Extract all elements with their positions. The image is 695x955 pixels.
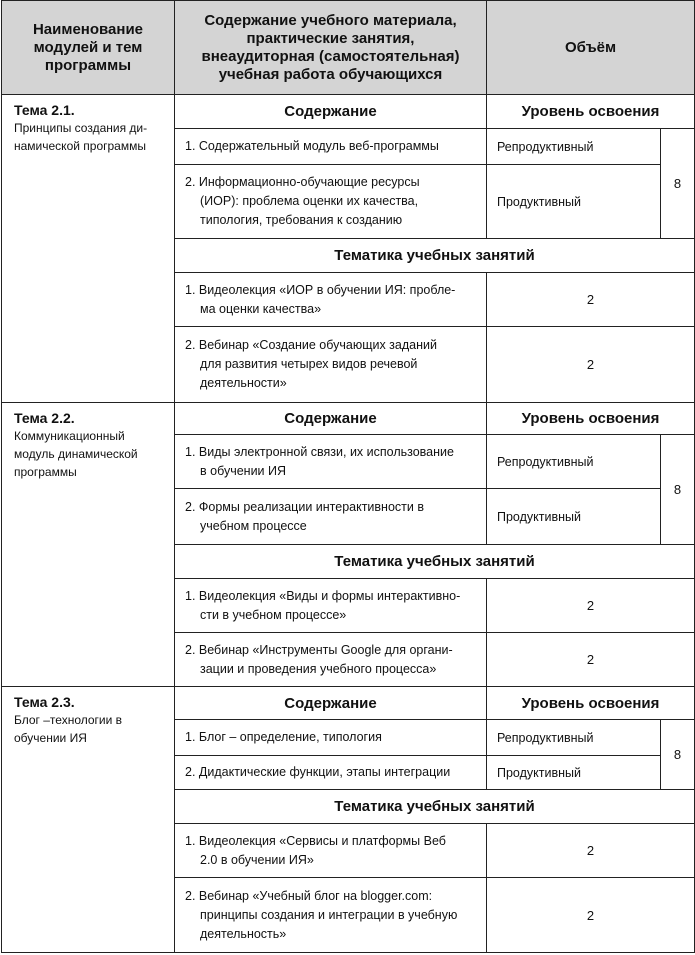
- header-row: [2, 1, 695, 95]
- session-item: 2. Вебинар «Создание обучающих заданий для развития четырех видов речевой деятельности»: [175, 327, 487, 403]
- session-item: 2. Вебинар «Инструменты Google для органи- зации и проведения учебного процесса»: [175, 633, 487, 687]
- content-item: 1. Блог – определение, типология: [175, 720, 487, 756]
- session-hours: 2: [487, 273, 695, 327]
- content-item: 2. Дидактические функции, этапы интеграции: [175, 756, 487, 790]
- topic-title: Тема 2.3.: [14, 694, 75, 710]
- topic-description: Блог –технологии в обучении ИЯ: [14, 713, 123, 745]
- level-label: Уровень освоения: [487, 687, 695, 720]
- session-item: 2. Вебинар «Учебный блог на blogger.com: принципы создания и интеграции в учебную деятельность»: [175, 878, 487, 953]
- mastery-level: Репродуктивный: [487, 720, 661, 756]
- session-hours: 2: [487, 878, 695, 953]
- mastery-level: Продуктивный: [487, 489, 661, 545]
- topic-title: Тема 2.1.: [14, 102, 75, 118]
- mastery-level: Продуктивный: [487, 165, 661, 239]
- mastery-level: Продуктивный: [487, 756, 661, 790]
- session-hours: 2: [487, 579, 695, 633]
- content-label: Содержание: [175, 687, 487, 720]
- level-label: Уровень освоения: [487, 403, 695, 435]
- topic-content-header-row: [2, 687, 695, 720]
- sessions-label: Тематика учебных занятий: [175, 545, 695, 579]
- topic-cell: [2, 687, 175, 953]
- topic-content-header-row: [2, 403, 695, 435]
- mastery-level: Репродуктивный: [487, 129, 661, 165]
- session-hours: 2: [487, 633, 695, 687]
- content-label: Содержание: [175, 403, 487, 435]
- content-hours: 8: [661, 720, 695, 790]
- content-label: Содержание: [175, 95, 487, 129]
- session-item: 1. Видеолекция «ИОР в обучении ИЯ: пробле- ма оценки качества»: [175, 273, 487, 327]
- header-volume: Объём: [487, 1, 695, 95]
- topic-cell: [2, 403, 175, 687]
- sessions-label: Тематика учебных занятий: [175, 790, 695, 824]
- content-item: 1. Виды электронной связи, их использование в обучении ИЯ: [175, 435, 487, 489]
- topic-content-header-row: [2, 95, 695, 129]
- sessions-label: Тематика учебных занятий: [175, 239, 695, 273]
- content-item: 2. Информационно-обучающие ресурсы (ИОР): проблема оценки их качества, типология, требования к созданию: [175, 165, 487, 239]
- level-label: Уровень освоения: [487, 95, 695, 129]
- topic-cell: [2, 95, 175, 403]
- session-item: 1. Видеолекция «Виды и формы интерактивно- сти в учебном процессе»: [175, 579, 487, 633]
- session-hours: 2: [487, 824, 695, 878]
- curriculum-table: [1, 0, 695, 953]
- content-hours: 8: [661, 129, 695, 239]
- session-item: 1. Видеолекция «Сервисы и платформы Веб 2.0 в обучении ИЯ»: [175, 824, 487, 878]
- topic-description: Принципы создания ди- намической программы: [14, 121, 148, 153]
- content-item: 1. Содержательный модуль веб-программы: [175, 129, 487, 165]
- session-hours: 2: [487, 327, 695, 403]
- topic-title: Тема 2.2.: [14, 410, 75, 426]
- topic-description: Коммуникационный модуль динамической программы: [14, 429, 138, 479]
- content-hours: 8: [661, 435, 695, 545]
- header-modules: Наименование модулей и тем программы: [2, 1, 175, 95]
- content-item: 2. Формы реализации интерактивности в учебном процессе: [175, 489, 487, 545]
- mastery-level: Репродуктивный: [487, 435, 661, 489]
- header-content: Содержание учебного материала, практические занятия, внеаудиторная (самостоятельная) учебная работа обучающихся: [175, 1, 487, 95]
